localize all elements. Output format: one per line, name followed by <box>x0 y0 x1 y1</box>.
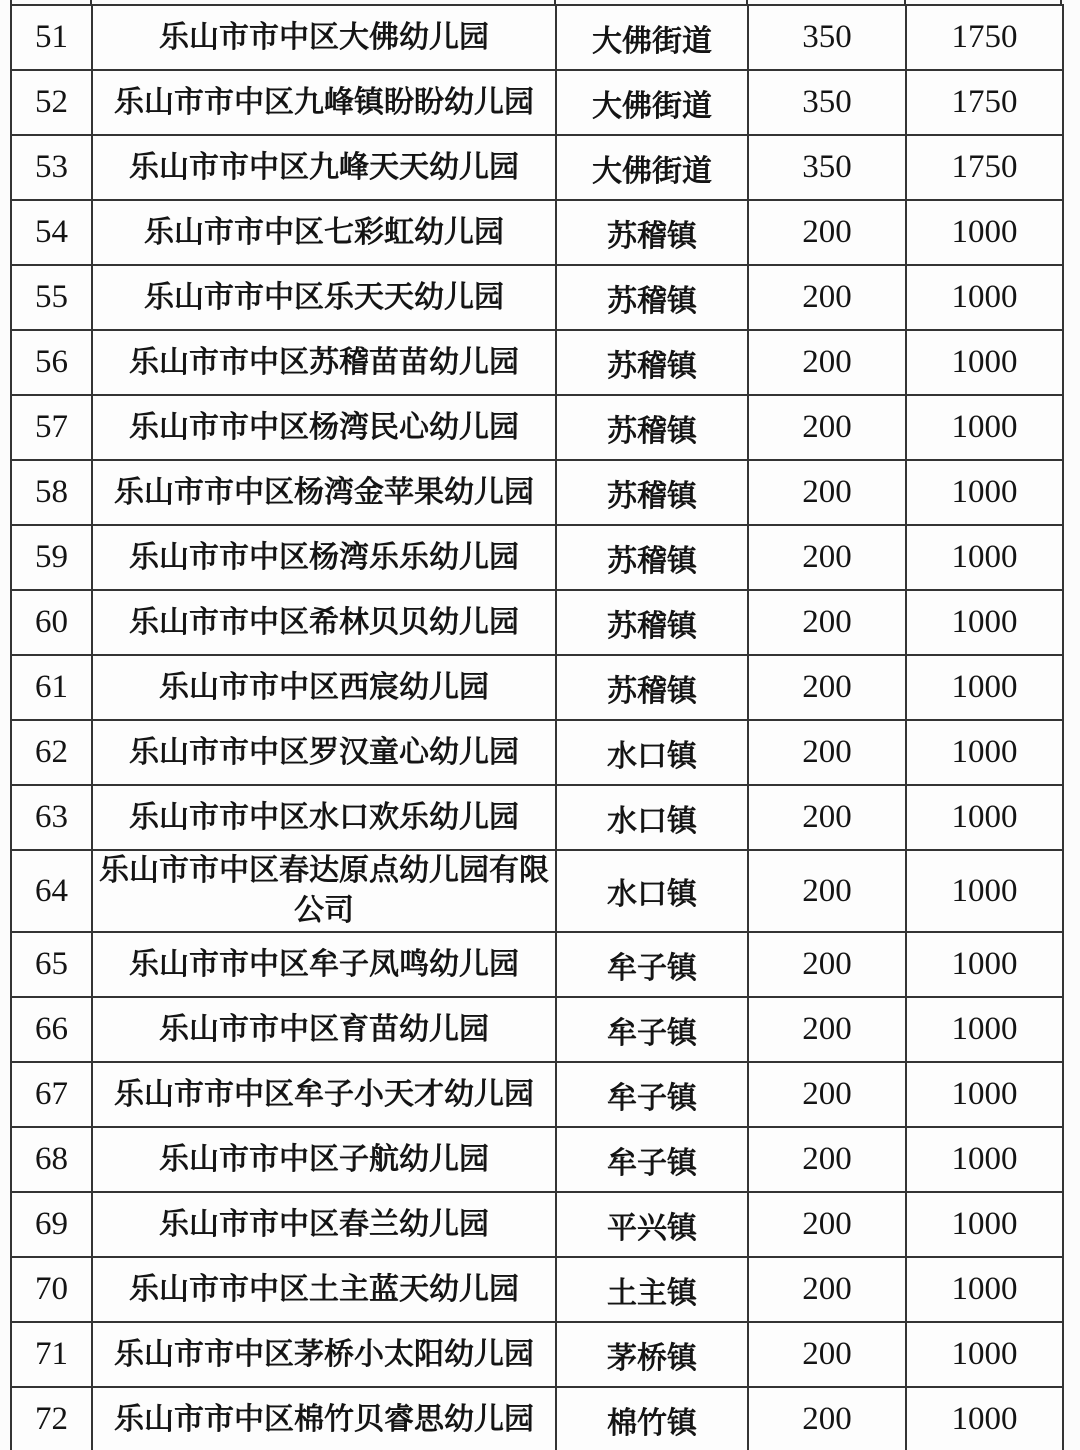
town-cell: 棉竹镇 <box>556 1387 748 1450</box>
row-index-cell: 56 <box>11 330 92 395</box>
table-row <box>11 330 1063 395</box>
value2-cell: 1750 <box>906 5 1063 70</box>
table-row <box>11 1257 1063 1322</box>
table-row <box>11 395 1063 460</box>
town-cell: 牟子镇 <box>556 997 748 1062</box>
table-row <box>11 1127 1063 1192</box>
town-cell: 水口镇 <box>556 720 748 785</box>
value1-cell: 200 <box>748 395 906 460</box>
row-index-cell: 54 <box>11 200 92 265</box>
row-index-cell: 64 <box>11 850 92 932</box>
value2-cell: 1000 <box>906 525 1063 590</box>
value1-cell: 200 <box>748 265 906 330</box>
row-index-cell: 68 <box>11 1127 92 1192</box>
table-row <box>11 200 1063 265</box>
value1-cell: 350 <box>748 5 906 70</box>
value1-cell: 200 <box>748 997 906 1062</box>
town-cell: 牟子镇 <box>556 1127 748 1192</box>
value1-cell: 200 <box>748 1257 906 1322</box>
row-index-cell: 60 <box>11 590 92 655</box>
name-cell: 乐山市市中区牟子小天才幼儿园 <box>92 1062 556 1127</box>
value2-cell: 1000 <box>906 655 1063 720</box>
value2-cell: 1000 <box>906 330 1063 395</box>
town-cell: 大佛街道 <box>556 70 748 135</box>
value1-cell: 200 <box>748 1387 906 1450</box>
value2-cell: 1000 <box>906 1127 1063 1192</box>
town-cell: 大佛街道 <box>556 5 748 70</box>
town-cell: 大佛街道 <box>556 135 748 200</box>
row-index-cell: 63 <box>11 785 92 850</box>
row-index-cell: 72 <box>11 1387 92 1450</box>
value1-cell: 200 <box>748 932 906 997</box>
town-cell: 平兴镇 <box>556 1192 748 1257</box>
table-row <box>11 1322 1063 1387</box>
name-cell: 乐山市市中区罗汉童心幼儿园 <box>92 720 556 785</box>
kindergarten-table <box>10 4 1064 1450</box>
name-cell: 乐山市市中区九峰天天幼儿园 <box>92 135 556 200</box>
row-index-cell: 71 <box>11 1322 92 1387</box>
row-index-cell: 55 <box>11 265 92 330</box>
value2-cell: 1750 <box>906 135 1063 200</box>
town-cell: 苏稽镇 <box>556 395 748 460</box>
name-cell: 乐山市市中区七彩虹幼儿园 <box>92 200 556 265</box>
table-row <box>11 932 1063 997</box>
table-row <box>11 460 1063 525</box>
table-row <box>11 265 1063 330</box>
name-cell: 乐山市市中区苏稽苗苗幼儿园 <box>92 330 556 395</box>
town-cell: 苏稽镇 <box>556 265 748 330</box>
value2-cell: 1000 <box>906 265 1063 330</box>
name-cell: 乐山市市中区水口欢乐幼儿园 <box>92 785 556 850</box>
table-row <box>11 850 1063 932</box>
name-cell: 乐山市市中区希林贝贝幼儿园 <box>92 590 556 655</box>
town-cell: 牟子镇 <box>556 932 748 997</box>
row-index-cell: 59 <box>11 525 92 590</box>
table-row <box>11 720 1063 785</box>
value2-cell: 1000 <box>906 395 1063 460</box>
row-index-cell: 58 <box>11 460 92 525</box>
value2-cell: 1000 <box>906 200 1063 265</box>
name-cell: 乐山市市中区春兰幼儿园 <box>92 1192 556 1257</box>
value1-cell: 350 <box>748 70 906 135</box>
value2-cell: 1000 <box>906 590 1063 655</box>
value2-cell: 1000 <box>906 1192 1063 1257</box>
value1-cell: 200 <box>748 1192 906 1257</box>
town-cell: 苏稽镇 <box>556 655 748 720</box>
table-row <box>11 590 1063 655</box>
value1-cell: 200 <box>748 850 906 932</box>
town-cell: 茅桥镇 <box>556 1322 748 1387</box>
table-row <box>11 655 1063 720</box>
row-index-cell: 53 <box>11 135 92 200</box>
value1-cell: 200 <box>748 1062 906 1127</box>
row-index-cell: 61 <box>11 655 92 720</box>
value1-cell: 200 <box>748 590 906 655</box>
value1-cell: 200 <box>748 785 906 850</box>
name-cell: 乐山市市中区茅桥小太阳幼儿园 <box>92 1322 556 1387</box>
row-index-cell: 57 <box>11 395 92 460</box>
value2-cell: 1000 <box>906 785 1063 850</box>
name-cell: 乐山市市中区杨湾乐乐幼儿园 <box>92 525 556 590</box>
row-index-cell: 65 <box>11 932 92 997</box>
table-body <box>11 5 1063 1450</box>
value2-cell: 1000 <box>906 850 1063 932</box>
row-index-cell: 52 <box>11 70 92 135</box>
value1-cell: 200 <box>748 1127 906 1192</box>
town-cell: 水口镇 <box>556 785 748 850</box>
town-cell: 苏稽镇 <box>556 330 748 395</box>
name-cell: 乐山市市中区牟子凤鸣幼儿园 <box>92 932 556 997</box>
value2-cell: 1000 <box>906 720 1063 785</box>
table-row <box>11 785 1063 850</box>
name-cell: 乐山市市中区西宸幼儿园 <box>92 655 556 720</box>
value1-cell: 200 <box>748 720 906 785</box>
value2-cell: 1000 <box>906 932 1063 997</box>
table-row <box>11 1192 1063 1257</box>
town-cell: 牟子镇 <box>556 1062 748 1127</box>
table-row <box>11 997 1063 1062</box>
row-index-cell: 70 <box>11 1257 92 1322</box>
value2-cell: 1000 <box>906 460 1063 525</box>
row-index-cell: 62 <box>11 720 92 785</box>
town-cell: 苏稽镇 <box>556 590 748 655</box>
name-cell: 乐山市市中区杨湾金苹果幼儿园 <box>92 460 556 525</box>
value1-cell: 350 <box>748 135 906 200</box>
value1-cell: 200 <box>748 525 906 590</box>
name-cell: 乐山市市中区子航幼儿园 <box>92 1127 556 1192</box>
table-row <box>11 1387 1063 1450</box>
value1-cell: 200 <box>748 460 906 525</box>
value1-cell: 200 <box>748 1322 906 1387</box>
name-cell: 乐山市市中区育苗幼儿园 <box>92 997 556 1062</box>
town-cell: 土主镇 <box>556 1257 748 1322</box>
name-cell: 乐山市市中区九峰镇盼盼幼儿园 <box>92 70 556 135</box>
town-cell: 苏稽镇 <box>556 200 748 265</box>
row-index-cell: 51 <box>11 5 92 70</box>
value2-cell: 1000 <box>906 1257 1063 1322</box>
value2-cell: 1000 <box>906 1062 1063 1127</box>
table-row <box>11 525 1063 590</box>
table-row <box>11 70 1063 135</box>
name-cell: 乐山市市中区乐天天幼儿园 <box>92 265 556 330</box>
name-cell: 乐山市市中区棉竹贝睿思幼儿园 <box>92 1387 556 1450</box>
table-row <box>11 135 1063 200</box>
name-cell: 乐山市市中区杨湾民心幼儿园 <box>92 395 556 460</box>
row-index-cell: 67 <box>11 1062 92 1127</box>
value2-cell: 1000 <box>906 997 1063 1062</box>
name-cell: 乐山市市中区春达原点幼儿园有限公司 <box>92 850 556 932</box>
value2-cell: 1000 <box>906 1322 1063 1387</box>
name-cell: 乐山市市中区土主蓝天幼儿园 <box>92 1257 556 1322</box>
value2-cell: 1750 <box>906 70 1063 135</box>
table-row <box>11 5 1063 70</box>
town-cell: 苏稽镇 <box>556 525 748 590</box>
town-cell: 苏稽镇 <box>556 460 748 525</box>
row-index-cell: 66 <box>11 997 92 1062</box>
town-cell: 水口镇 <box>556 850 748 932</box>
row-index-cell: 69 <box>11 1192 92 1257</box>
name-cell: 乐山市市中区大佛幼儿园 <box>92 5 556 70</box>
value1-cell: 200 <box>748 655 906 720</box>
value1-cell: 200 <box>748 200 906 265</box>
value2-cell: 1000 <box>906 1387 1063 1450</box>
table-row <box>11 1062 1063 1127</box>
value1-cell: 200 <box>748 330 906 395</box>
